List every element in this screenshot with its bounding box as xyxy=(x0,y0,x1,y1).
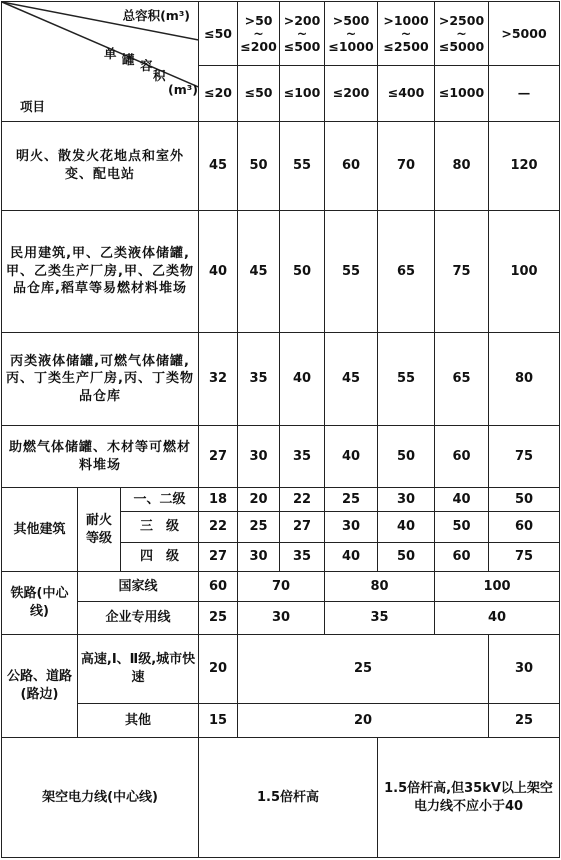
table-cell: 30 xyxy=(238,543,280,572)
table-row-civil xyxy=(2,211,560,333)
table-row-class-c xyxy=(2,332,560,426)
table-row-oxidizer xyxy=(2,426,560,487)
grade-label-3: 三 级 xyxy=(121,511,199,542)
table-cell: 60 xyxy=(489,511,560,542)
table-cell: 27 xyxy=(280,511,325,542)
table-cell: 20 xyxy=(238,704,489,738)
total-volume-label: 总容积(m³) xyxy=(122,8,191,23)
table-cell: 40 xyxy=(325,543,378,572)
single-col-3: ≤100 xyxy=(280,66,325,121)
table-cell: 60 xyxy=(435,543,489,572)
table-cell: 20 xyxy=(238,487,280,511)
total-col-2: >50 ~ ≤200 xyxy=(238,2,280,66)
railway-enterprise-label: 企业专用线 xyxy=(78,602,199,634)
row-label-fire-resistance: 耐火等级 xyxy=(78,487,121,571)
fire-spacing-table xyxy=(1,1,560,858)
single-col-7: — xyxy=(489,66,560,121)
table-cell: 45 xyxy=(199,121,238,211)
table-cell: 30 xyxy=(325,511,378,542)
table-cell: 65 xyxy=(378,211,435,333)
table-row-railway-enterprise xyxy=(2,602,560,634)
single-label-char-2: 罐 xyxy=(122,52,135,67)
table-cell: 40 xyxy=(280,332,325,426)
row-label-oxidizer: 助燃气体储罐、木材等可燃材料堆场 xyxy=(2,426,199,487)
grade-label-4: 四 级 xyxy=(121,543,199,572)
table-cell: 35 xyxy=(280,543,325,572)
total-col-6: >2500 ~ ≤5000 xyxy=(435,2,489,66)
single-col-4: ≤200 xyxy=(325,66,378,121)
table-row-road-other xyxy=(2,704,560,738)
railway-national-label: 国家线 xyxy=(78,572,199,602)
diagonal-header-cell xyxy=(2,2,199,122)
table-cell: 45 xyxy=(325,332,378,426)
table-row-road-highway xyxy=(2,634,560,703)
table-cell: 15 xyxy=(199,704,238,738)
table-row-power-line xyxy=(2,738,560,858)
single-label-char-4: 积 xyxy=(153,68,166,83)
table-cell: 75 xyxy=(489,426,560,487)
table-cell: 40 xyxy=(199,211,238,333)
single-col-2: ≤50 xyxy=(238,66,280,121)
table-cell: 120 xyxy=(489,121,560,211)
table-cell: 30 xyxy=(489,634,560,703)
single-col-5: ≤400 xyxy=(378,66,435,121)
table-cell: 80 xyxy=(325,572,435,602)
table-cell: 40 xyxy=(378,511,435,542)
table-cell: 25 xyxy=(238,511,280,542)
table-cell: 18 xyxy=(199,487,238,511)
single-col-6: ≤1000 xyxy=(435,66,489,121)
total-col-3: >200 ~ ≤500 xyxy=(280,2,325,66)
single-label-unit: (m³) xyxy=(168,82,198,97)
grade-label-1: 一、二级 xyxy=(121,487,199,511)
total-col-4: >500 ~ ≤1000 xyxy=(325,2,378,66)
single-label-char-1: 单 xyxy=(104,46,117,61)
table-cell: 50 xyxy=(378,426,435,487)
table-row-open-fire xyxy=(2,121,560,211)
road-other-label: 其他 xyxy=(78,704,199,738)
table-cell: 65 xyxy=(435,332,489,426)
total-col-5: >1000 ~ ≤2500 xyxy=(378,2,435,66)
table-cell: 35 xyxy=(238,332,280,426)
row-label-civil: 民用建筑,甲、乙类液体储罐,甲、乙类生产厂房,甲、乙类物品仓库,稻草等易燃材料堆场 xyxy=(2,211,199,333)
table-cell: 80 xyxy=(489,332,560,426)
header-row-total xyxy=(2,2,560,66)
table-cell: 60 xyxy=(325,121,378,211)
table-cell: 27 xyxy=(199,543,238,572)
table-cell: 30 xyxy=(238,602,325,634)
item-label: 项目 xyxy=(20,99,46,114)
road-highway-label: 高速,Ⅰ、Ⅱ级,城市快速 xyxy=(78,634,199,703)
single-col-1: ≤20 xyxy=(199,66,238,121)
table-cell: 25 xyxy=(489,704,560,738)
table-cell: 70 xyxy=(238,572,325,602)
total-col-1: ≤50 xyxy=(199,2,238,66)
table-cell: 32 xyxy=(199,332,238,426)
row-label-other-buildings: 其他建筑 xyxy=(2,487,78,571)
table-row-railway-national xyxy=(2,572,560,602)
table-cell: 40 xyxy=(325,426,378,487)
table-cell: 40 xyxy=(435,602,560,634)
table-cell: 70 xyxy=(378,121,435,211)
table-cell: 25 xyxy=(325,487,378,511)
row-label-railway: 铁路(中心线) xyxy=(2,572,78,634)
table-cell: 25 xyxy=(199,602,238,634)
table-cell: 30 xyxy=(238,426,280,487)
total-col-7: >5000 xyxy=(489,2,560,66)
row-label-road: 公路、道路(路边) xyxy=(2,634,78,738)
table-cell: 50 xyxy=(238,121,280,211)
table-cell: 35 xyxy=(280,426,325,487)
table-cell: 75 xyxy=(435,211,489,333)
table-cell: 60 xyxy=(435,426,489,487)
row-label-power-line: 架空电力线(中心线) xyxy=(2,738,199,858)
table-cell: 55 xyxy=(325,211,378,333)
row-label-class-c: 丙类液体储罐,可燃气体储罐,丙、丁类生产厂房,丙、丁类物品仓库 xyxy=(2,332,199,426)
table-cell: 50 xyxy=(280,211,325,333)
table-cell: 50 xyxy=(489,487,560,511)
table-row-other-grade-1 xyxy=(2,487,560,511)
table-cell: 75 xyxy=(489,543,560,572)
table-cell: 30 xyxy=(378,487,435,511)
table-cell: 50 xyxy=(378,543,435,572)
table-cell: 1.5倍杆高 xyxy=(199,738,378,858)
table-cell: 80 xyxy=(435,121,489,211)
table-cell: 100 xyxy=(435,572,560,602)
table-cell: 55 xyxy=(280,121,325,211)
table-cell: 50 xyxy=(435,511,489,542)
table-cell: 25 xyxy=(238,634,489,703)
table-cell: 60 xyxy=(199,572,238,602)
table-cell: 1.5倍杆高,但35kV以上架空电力线不应小于40 xyxy=(378,738,560,858)
row-label-open-fire: 明火、散发火花地点和室外变、配电站 xyxy=(2,121,199,211)
table-cell: 20 xyxy=(199,634,238,703)
table-cell: 35 xyxy=(325,602,435,634)
table-cell: 100 xyxy=(489,211,560,333)
table-cell: 22 xyxy=(199,511,238,542)
table-cell: 22 xyxy=(280,487,325,511)
table-cell: 55 xyxy=(378,332,435,426)
single-label-char-3: 容 xyxy=(140,58,153,73)
table-cell: 40 xyxy=(435,487,489,511)
table-cell: 45 xyxy=(238,211,280,333)
table-cell: 27 xyxy=(199,426,238,487)
